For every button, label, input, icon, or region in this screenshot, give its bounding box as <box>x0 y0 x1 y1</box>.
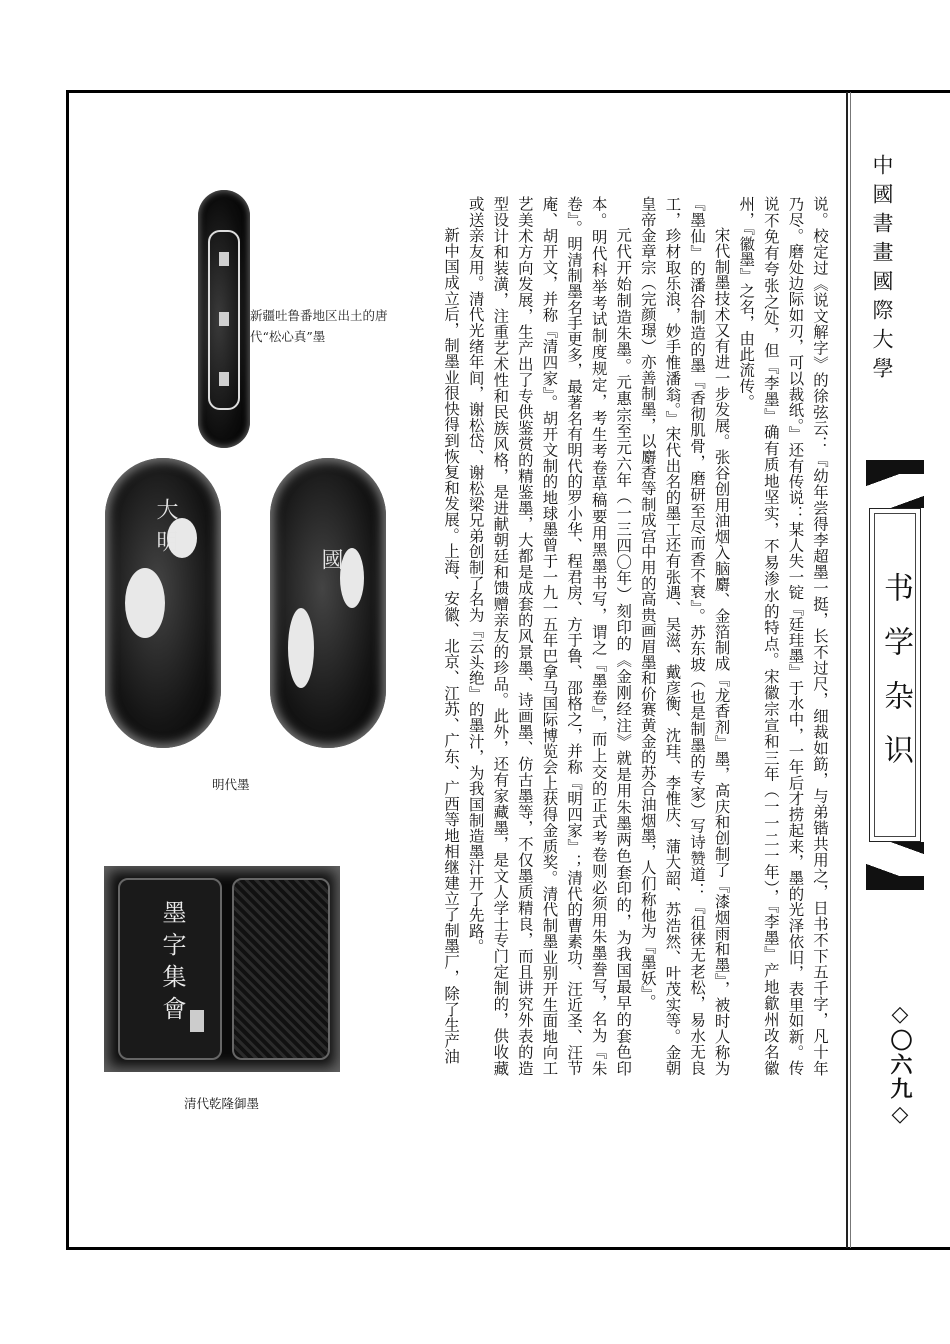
seal-mark <box>190 1010 204 1032</box>
chapter-title: 书学杂识 <box>878 572 913 788</box>
margin-divider <box>846 92 848 1248</box>
tang-ink-stick-image <box>198 190 250 448</box>
inscription-glyph <box>219 372 229 386</box>
chapter-frame-top-bar <box>866 460 924 474</box>
paragraph: 宋代制墨技术又有进一步发展。张谷创用油烟入脑麝、金箔制成『龙香剂』墨，高庆和创制了『漆烟雨和墨』，被时人称为『墨仙』的潘谷制造的墨『香彻肌骨，磨研至尽而香不衰』。苏东坡（也是制墨的专家）写诗赞道：『徂徕无老松，易水无良工，珍材取乐浪，妙手惟潘翁。』宋代出名的墨工还有张遇、吴滋、戴彦衡、沈珪、李惟庆、蒲大韶、苏浩然、叶茂实等。金朝皇帝金章宗（完颜璟）亦善制墨，以麝香等制成宫中用的高贵画眉墨和价赛黄金的苏合油烟墨，人们称他为『墨妖』。 <box>638 196 731 1076</box>
qianlong-ink-image <box>104 866 340 1072</box>
ming-ink-image-back <box>270 458 386 748</box>
ink-label: 大明 <box>153 498 178 562</box>
figure-caption-tang-ink: 新疆吐鲁番地区出土的唐代“松心真”墨 <box>250 308 388 344</box>
school-name: 中國書畫國際大學 <box>870 154 894 386</box>
article-body <box>330 196 832 1076</box>
ming-ink-image-front <box>105 458 221 748</box>
inscription-glyph <box>219 312 229 326</box>
inscription-glyph <box>219 252 229 266</box>
paragraph: 元代开始制造朱墨。元惠宗至元六年（一三四〇年）刻印的《金刚经注》就是用朱墨两色套印的，为我国最早的套色印本。明代科举考试制度规定，考生考卷草稿要用黑墨书写，谓之『墨卷』，而上交的正式考卷则必须用朱墨誊写，名为『朱卷』。明清制墨名手更多，最著名有明代的罗小华、程君房、方于鲁、邵格之，并称『明四家』；清代的曹素功、汪近圣、汪节庵、胡开文，并称『清四家』。胡开文制的地球墨曾于一九一五年巴拿马国际博览会上获得金质奖。清代制墨业别开生面地向工艺美术方向发展，生产出了专供鉴赏的精鉴墨，大都是成套的风景墨、诗画墨、仿古墨等，不仅墨质精良，而且讲究外表的造型设计和装潢，注重艺术性和民族风格，是进献朝廷和馈赠亲友的珍品。此外，还有家藏墨，是文人学士专门定制的，供收藏或送亲友用。清代光绪年间，谢松岱、谢松梁兄弟创制了名为『云头绝』的墨汁，为我国制造墨汁开了先路。 <box>466 196 633 1076</box>
margin-divider-thin <box>850 92 851 1248</box>
cloud-pattern <box>125 568 165 638</box>
chapter-frame-bottom-bar <box>866 876 924 890</box>
ink-inscription-panel <box>208 230 240 410</box>
ink-label: 國 <box>318 548 343 580</box>
paragraph: 说。校定过《说文解字》的徐弦云：『幼年尝得李超墨一挺，长不过尺，细裁如筯，与弟锴共用之，日书不下五千字，凡十年乃尽。磨处边际如刃，可以裁纸。』还有传说：某人失一锭『廷珪墨』于水中，一年后才捞起来，墨的光泽依旧，表里如新。传说不免有夸张之处，但『李墨』确有质地坚实，不易渗水的特点。宋徽宗宣和三年（一一二一年），『李墨』产地歙州改名徽州，『徽墨』之名，由此流传。 <box>737 196 829 1076</box>
figure-caption-ming-ink: 明代墨 <box>212 777 250 792</box>
ink-back-panel <box>232 878 330 1060</box>
dragon-pattern <box>288 608 314 688</box>
chapter-frame-top-ornament <box>866 474 924 508</box>
ink-front-panel <box>118 878 222 1060</box>
paragraph: 新中国成立后，制墨业很快得到恢复和发展。上海、安徽、北京、江苏、广东、广西等地相继建立了制墨厂，除了生产油 <box>442 226 461 1065</box>
page-number: ◇〇六九◇ <box>887 1001 913 1129</box>
ink-title: 墨字集會 <box>158 900 186 1028</box>
chapter-frame-bottom-ornament <box>866 842 924 876</box>
figure-caption-qianlong-ink: 清代乾隆御墨 <box>184 1096 260 1111</box>
